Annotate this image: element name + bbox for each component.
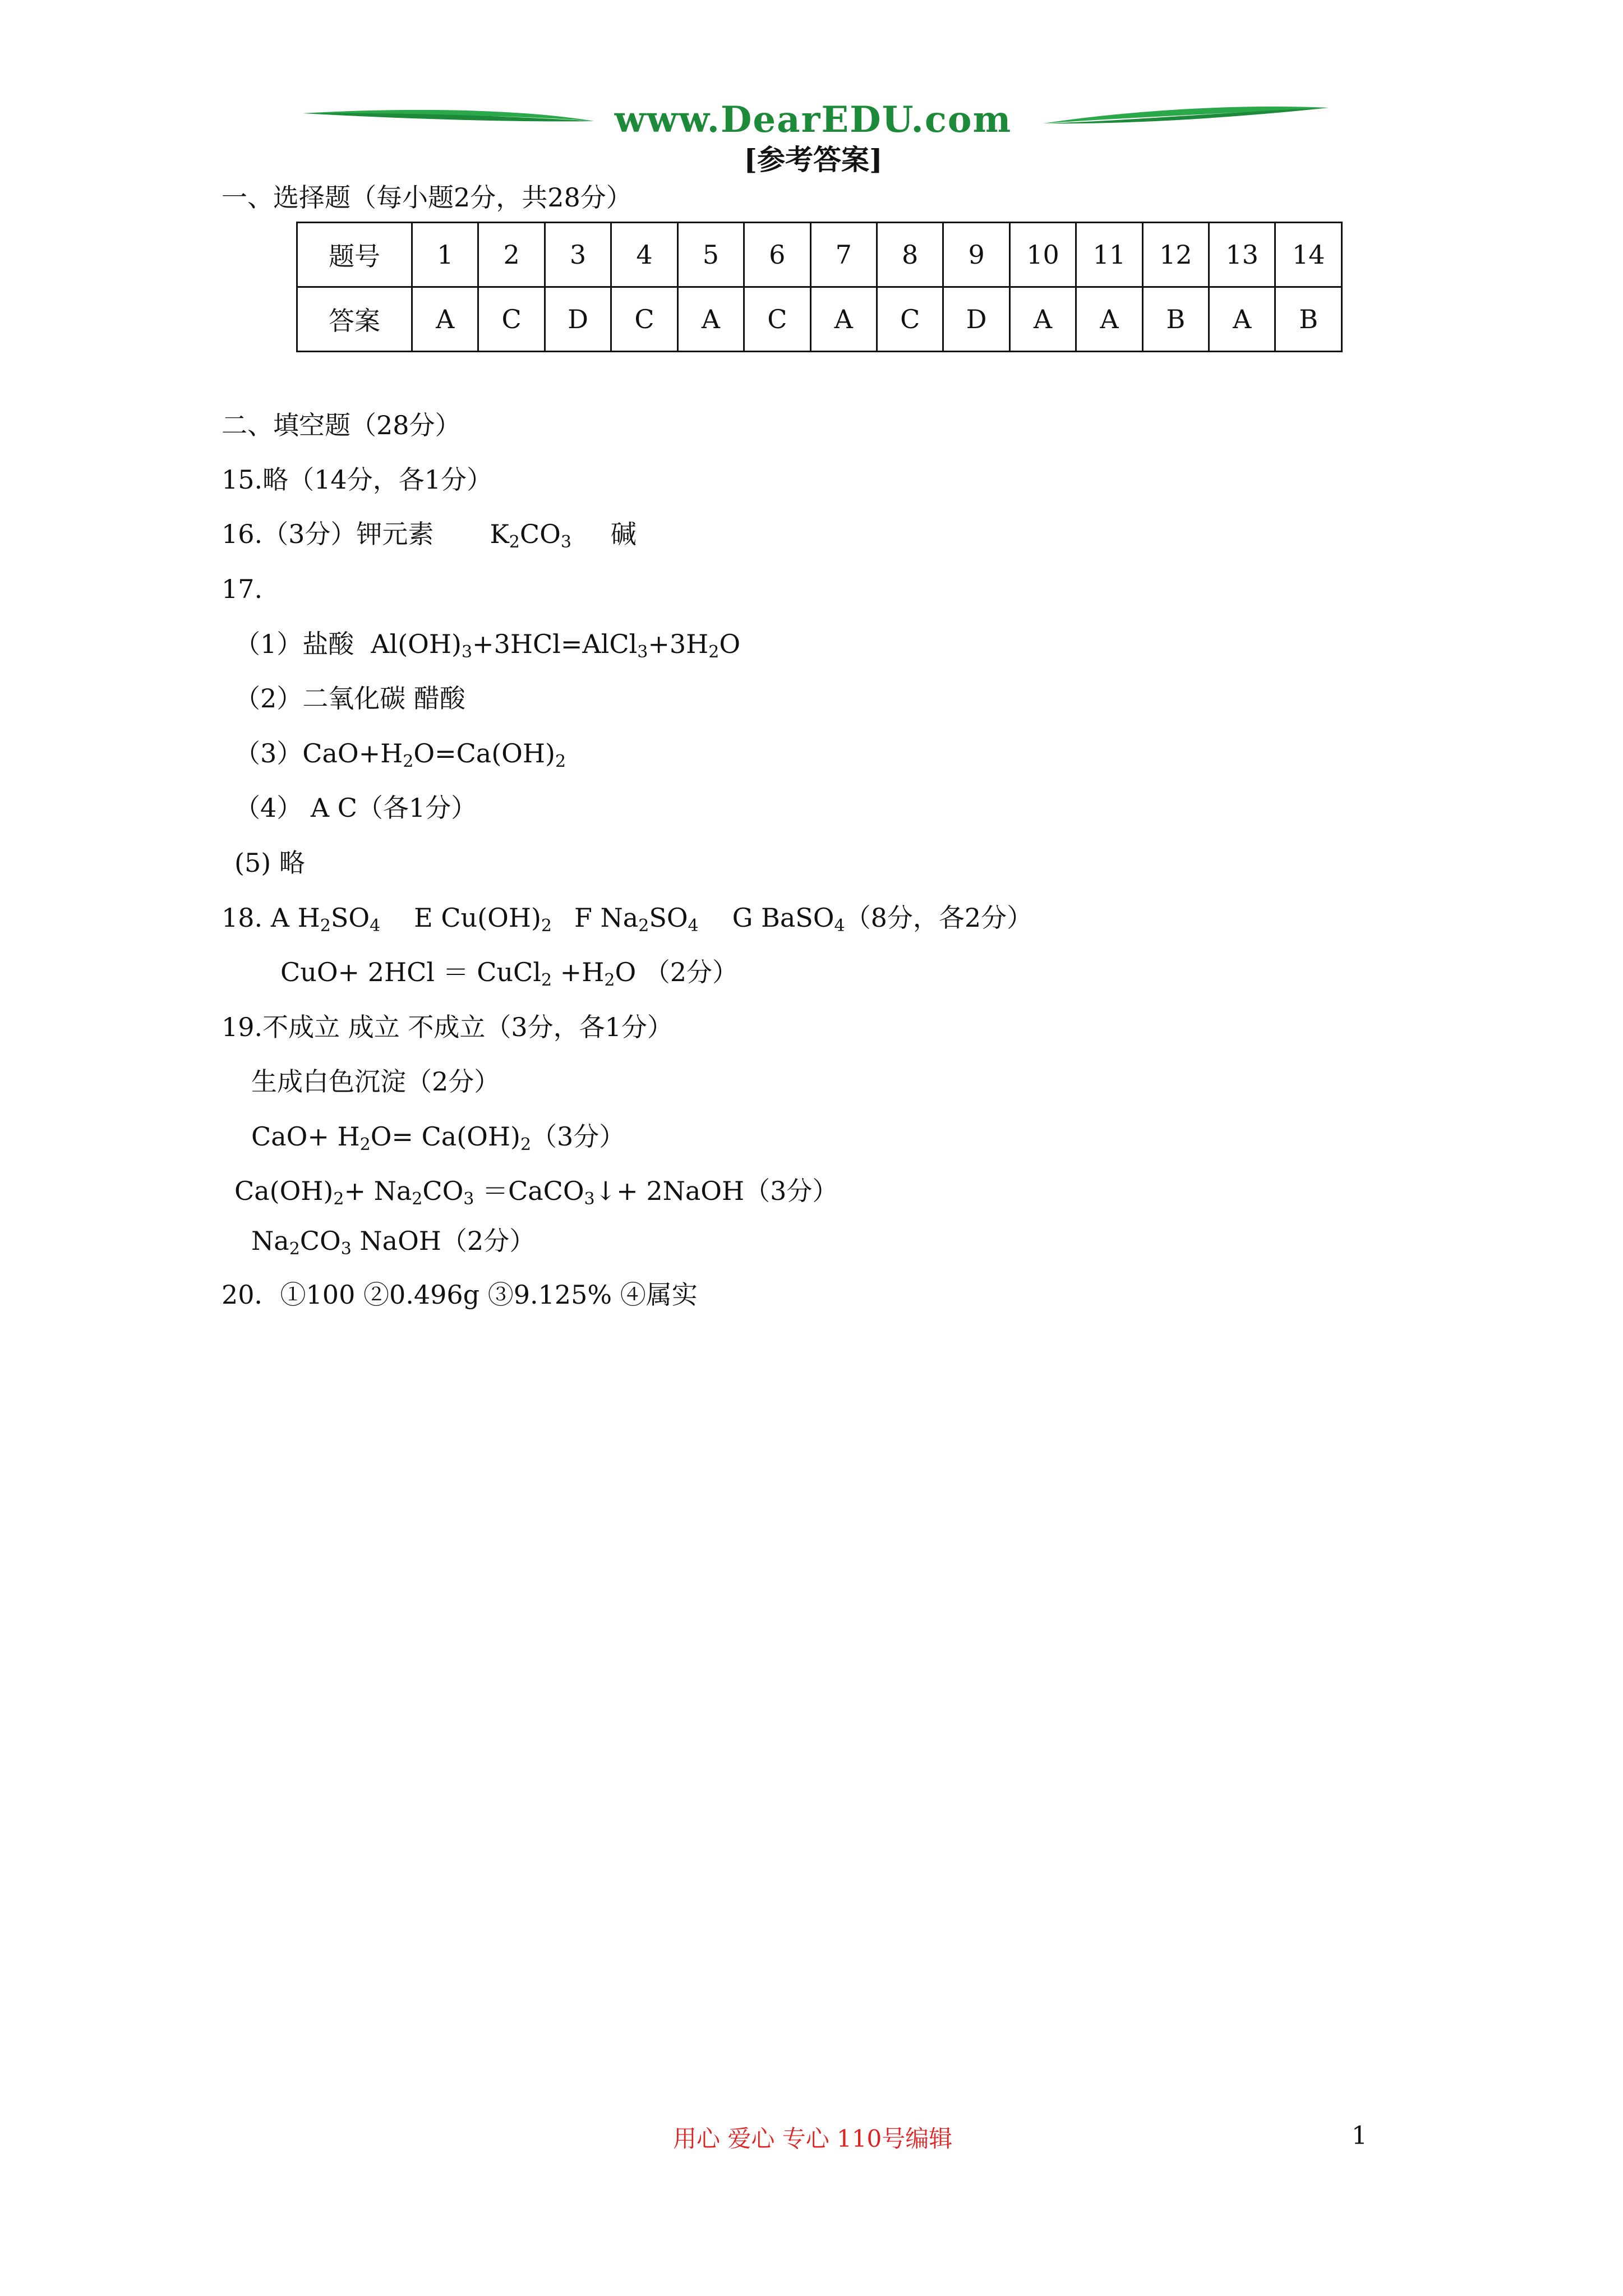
answer-20: 20．①100 ②0.496g ③9.125% ④属实 [222, 1280, 698, 1310]
question-cell: 3 [545, 223, 611, 287]
question-cell: 9 [943, 223, 1009, 287]
answer-table [296, 222, 1343, 352]
answer-17-part4: （4） A C（各1分） [234, 793, 477, 823]
table-row-answers [297, 287, 1342, 352]
site-logo-text: www.DearEDU.com [614, 99, 1012, 141]
question-cell: 4 [611, 223, 677, 287]
row-label-question: 题号 [297, 223, 412, 287]
answer-17-part3: $(3)CaO+H_2O=Ca(OH)_2$ [234, 738, 566, 771]
answer-cell: C [744, 287, 810, 352]
answer-16 [222, 517, 637, 551]
answer-15: 15.略（14分，各1分） [222, 464, 492, 495]
answer-cell: A [412, 287, 478, 352]
section1-heading: 一、选择题（每小题2分，共28分） [222, 182, 632, 213]
question-cell: 7 [810, 223, 877, 287]
question-cell: 11 [1076, 223, 1142, 287]
question-cell: 8 [877, 223, 943, 287]
question-cell: 10 [1009, 223, 1076, 287]
answer-17-part1: （1）盐酸 $Al(OH)_3+3HCl=AlCl_3+3H_2O$ [234, 629, 741, 662]
row-label-answer: 答案 [297, 287, 412, 352]
answer-19-line5: $Na_2CO_3$ NaOH（2分） [251, 1226, 536, 1259]
question-cell: 6 [744, 223, 810, 287]
answer-17-part5: (5) 略 [234, 848, 305, 878]
answer-19-line3: $CaO+ H_2O= Ca(OH)_2(3$分） [251, 1121, 625, 1154]
answer-19-line4: $Ca(OH)_2+ Na_2CO_3$ ＝CaCO$_3$↓+ 2NaOH（3分） [234, 1176, 838, 1209]
answer-cell: D [545, 287, 611, 352]
answer-cell: C [877, 287, 943, 352]
question-cell: 13 [1209, 223, 1275, 287]
answer-cell: A [677, 287, 744, 352]
answer-19: 19.不成立 成立 不成立（3分，各1分） [222, 1012, 673, 1042]
answer-16-suffix: 碱 [610, 519, 637, 549]
answer-cell: B [1275, 287, 1342, 352]
answer-cell: A [1209, 287, 1275, 352]
answer-16-prefix: 16.（3分）钾元素 [222, 519, 434, 549]
answer-cell: A [810, 287, 877, 352]
question-cell: 14 [1275, 223, 1342, 287]
answer-18: 18. A $H_2SO_4$ E $Cu(OH)_2$ F $Na_2SO_4$ G BaSO$_4$（8分，各2分） [222, 903, 1033, 936]
answer-cell: D [943, 287, 1009, 352]
question-cell: 1 [412, 223, 478, 287]
section2-heading: 二、填空题（28分） [222, 410, 461, 440]
question-cell: 5 [677, 223, 744, 287]
document-title: [参考答案] [744, 143, 883, 176]
answer-cell: C [478, 287, 545, 352]
question-cell: 2 [478, 223, 545, 287]
table-row-questions [297, 223, 1342, 287]
answer-18-equation: CuO+ 2HCl ＝ CuCl$_2$ $+H_2O$ （2分） [280, 957, 739, 990]
question-cell: 12 [1142, 223, 1209, 287]
answer-cell: A [1076, 287, 1142, 352]
page-number: 1 [1352, 2122, 1367, 2150]
answer-19-line2: 生成白色沉淀（2分） [251, 1066, 500, 1097]
answer-cell: B [1142, 287, 1209, 352]
answer-cell: C [611, 287, 677, 352]
answer-cell: A [1009, 287, 1076, 352]
answer-17-number: 17. [222, 574, 263, 604]
answer-16-formula: $K_2CO_3$ [490, 519, 571, 552]
answer-17-part2: （2）二氧化碳 醋酸 [234, 683, 465, 714]
footer-note: 用心 爱心 专心 110号编辑 [673, 2125, 953, 2152]
